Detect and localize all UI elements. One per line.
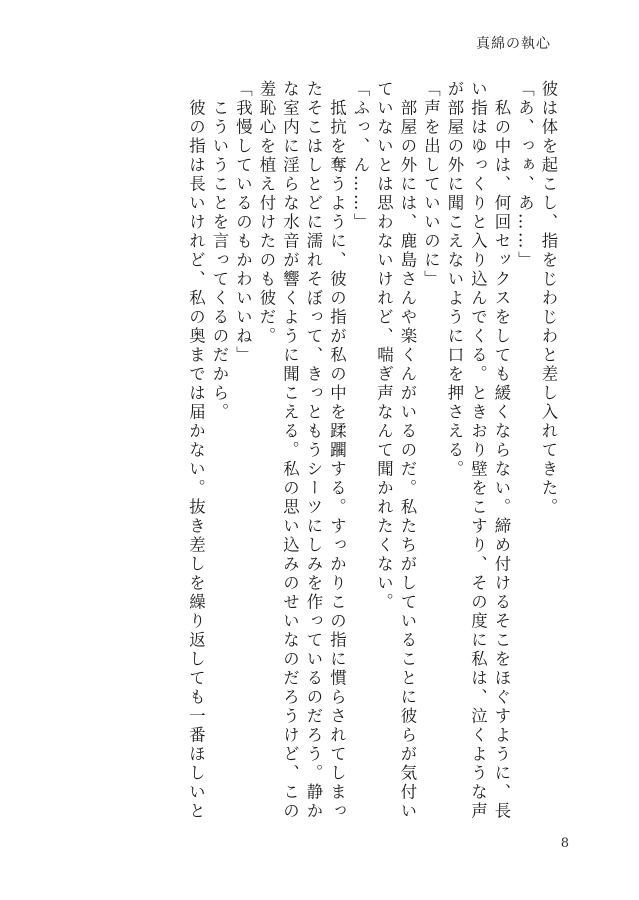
text-line: い指はゆっくりと入り込んでくる。ときおり壁をこすり、その度に私は、泣くような声 bbox=[468, 80, 488, 821]
text-line: 羞恥心を植え付けたのも彼だ。 bbox=[257, 80, 276, 346]
text-line: こういうことを言ってくるのだから。 bbox=[210, 80, 229, 422]
text-line: たそこはしとどに濡れそぼって、きっともうシーツにしみを作っているのだろう。静か bbox=[304, 80, 323, 821]
running-header-title: 真綿の執心 bbox=[476, 36, 551, 52]
text-line: 私の中は、何回セックスをしても緩くならない。締め付けるそこをほぐすように、長 bbox=[492, 80, 511, 821]
text-line: 彼の指は長いけれど、私の奥までは届かない。抜き差しを繰り返しても一番ほしいと bbox=[186, 80, 206, 821]
page-number: 8 bbox=[560, 836, 569, 851]
text-line: 「我慢しているのもかわいいね」 bbox=[233, 80, 253, 365]
text-line: 彼は体を起こし、指をじわじわと差し入れてきた。 bbox=[539, 80, 558, 517]
text-line: 抵抗を奪うように、彼の指が私の中を蹂躙する。すっかりこの指に慣らされてしまっ bbox=[327, 80, 347, 821]
body-text bbox=[100, 80, 560, 821]
text-line: な室内に淫らな水音が響くように聞こえる。私の思い込みのせいなのだろうけど、この bbox=[280, 80, 300, 821]
text-line: が部屋の外に聞こえないように口を押さえる。 bbox=[445, 80, 464, 479]
text-line: 「ふっ、ん……」 bbox=[351, 80, 370, 232]
text-line: 部屋の外には、鹿島さんや楽くんがいるのだ。私たちがしていることに彼らが気付い bbox=[398, 80, 417, 821]
text-line: 「声を出していいのに」 bbox=[421, 80, 441, 289]
text-line: 「あ、っぁ、あ……」 bbox=[515, 80, 535, 270]
text-line: ていないとは思わないけれど、喘ぎ声なんて聞かれたくない。 bbox=[374, 80, 394, 612]
